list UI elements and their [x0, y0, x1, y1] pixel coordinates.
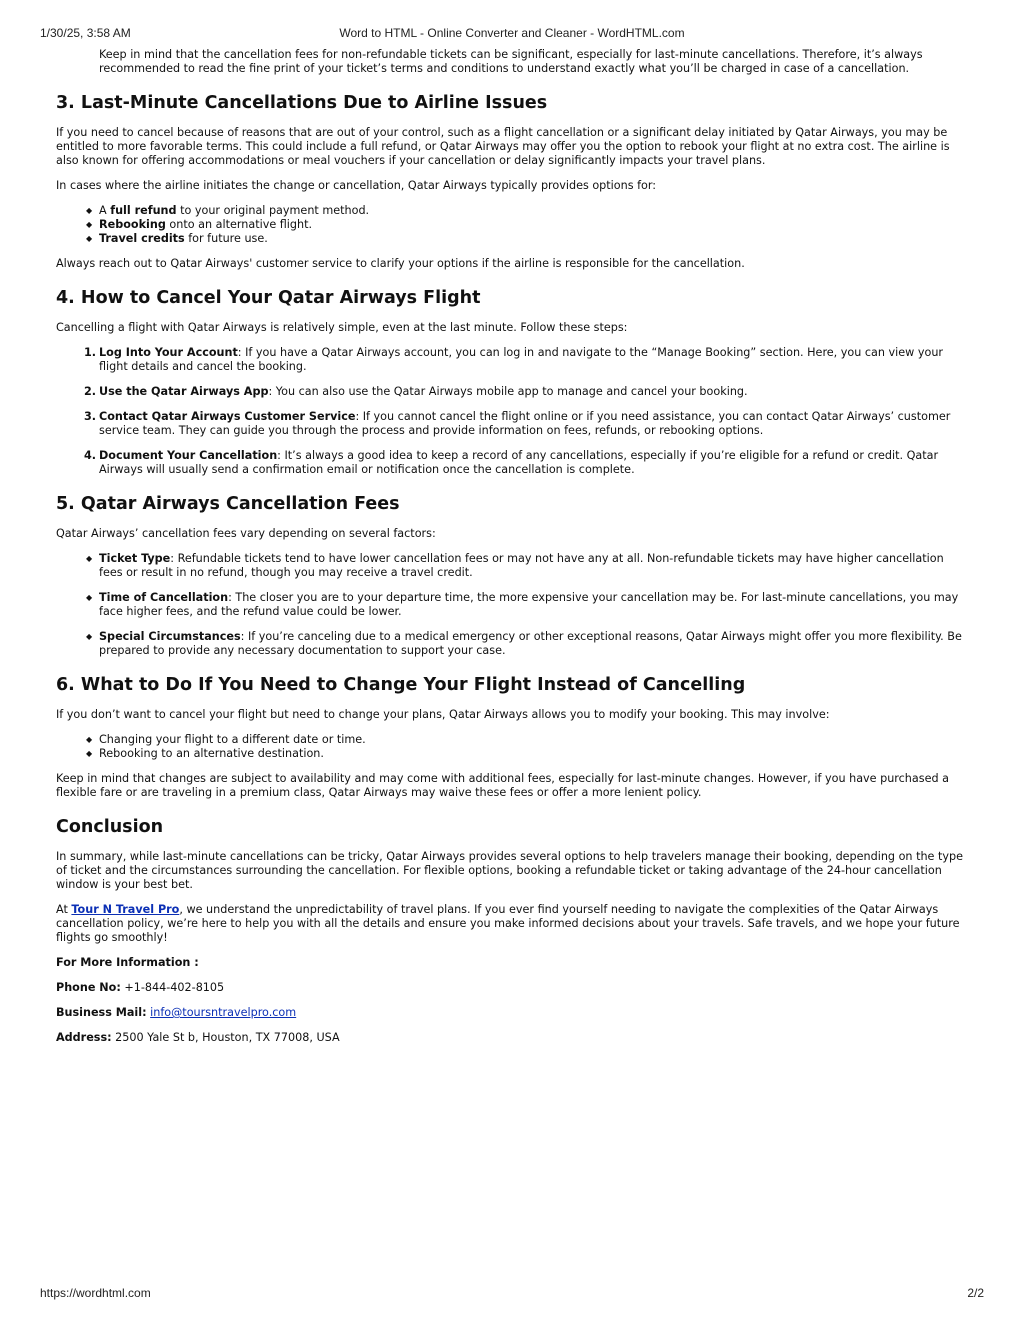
section6-heading: 6. What to Do If You Need to Change Your Flight Instead of Cancelling [56, 675, 746, 695]
diamond-bullet-icon: ◆ [86, 632, 93, 641]
list-item: 3. Contact Qatar Airways Customer Service: If you cannot cancel the flight online or if you need assistance, you can contact Qatar Airways’ customer service team. They can guide you through the process and provide information on fees, refunds, or rebooking options. [84, 410, 951, 437]
section3-heading: 3. Last-Minute Cancellations Due to Airline Issues [56, 93, 548, 113]
diamond-bullet-icon: ◆ [86, 554, 93, 563]
section5-heading: 5. Qatar Airways Cancellation Fees [56, 494, 400, 514]
list-item: 2. Use the Qatar Airways App: You can also use the Qatar Airways mobile app to manage and cancel your booking. [84, 385, 748, 398]
cancel-steps-list [56, 346, 964, 477]
section6-paragraph-1: If you don’t want to cancel your flight but need to change your plans, Qatar Airways allows you to modify your booking. This may involve: [56, 708, 830, 721]
mail-label: Business Mail: [56, 1006, 147, 1019]
list-item: 1. Log Into Your Account: If you have a Qatar Airways account, you can log in and navigate to the “Manage Booking” section. Here, you can view your flight details and cancel the booking. [84, 346, 944, 373]
diamond-bullet-icon: ◆ [86, 234, 93, 243]
section3-paragraph-2: In cases where the airline initiates the change or cancellation, Qatar Airways typically provides options for: [56, 179, 657, 192]
print-datetime: 1/30/25, 3:58 AM [40, 26, 131, 40]
section4-paragraph-1: Cancelling a flight with Qatar Airways is relatively simple, even at the last minute. Follow these steps: [56, 321, 628, 334]
print-url: https://wordhtml.com [40, 1286, 151, 1300]
fee-factors-list [56, 552, 964, 658]
phone-label: Phone No: [56, 981, 121, 994]
section3-paragraph-1: If you need to cancel because of reasons that are out of your control, such as a flight cancellation or a significant delay initiated by Qatar Airways, you may be entitled to more favorable terms. This could include a full refund, or Qatar Airways may offer you the option to rebook your flight at no extra cost. The airline is also known for offering accommodations or meal vouchers if your cancellation or delay significantly impacts your travel plans. [56, 126, 950, 167]
diamond-bullet-icon: ◆ [86, 220, 93, 229]
more-info-label: For More Information : [56, 956, 199, 969]
phone-line [56, 981, 964, 995]
print-footer [40, 1286, 984, 1302]
list-item: ◆ Changing your flight to a different date or time. [86, 733, 366, 746]
tour-n-travel-pro-link[interactable]: Tour N Travel Pro [71, 903, 180, 916]
list-item: ◆ Rebooking onto an alternative flight. [86, 218, 313, 231]
diamond-bullet-icon: ◆ [86, 735, 93, 744]
section6-paragraph-2: Keep in mind that changes are subject to availability and may come with additional fees, especially for last-minute changes. However, if you have purchased a flexible fare or are traveling in a premium class, Qatar Airways may waive these fees or offer a more lenient policy. [56, 772, 949, 799]
diamond-bullet-icon: ◆ [86, 749, 93, 758]
list-item: ◆ Time of Cancellation: The closer you are to your departure time, the more expensive your cancellation may be. For last-minute cancellations, you may face higher fees, and the refund value could be lower. [86, 591, 959, 618]
list-item: ◆ A full refund to your original payment method. [86, 204, 370, 217]
section3-options-list [56, 204, 964, 246]
conclusion-paragraph-2: At Tour N Travel Pro, we understand the unpredictability of travel plans. If you ever find yourself needing to navigate the complexities of the Qatar Airways cancellation policy, we’re here to help you with all the details and ensure you make informed decisions about your travels. Safe travels, and we hope your future flights go smoothly! [56, 903, 960, 944]
diamond-bullet-icon: ◆ [86, 206, 93, 215]
list-item: ◆ Travel credits for future use. [86, 232, 268, 245]
address-label: Address: [56, 1031, 112, 1044]
phone-value: +1-844-402-8105 [120, 981, 225, 994]
page-number: 2/2 [967, 1286, 984, 1300]
mail-line [56, 1006, 964, 1020]
document-content [56, 48, 964, 1056]
section5-paragraph-1: Qatar Airways’ cancellation fees vary depending on several factors: [56, 527, 436, 540]
business-mail-link[interactable]: info@toursntravelpro.com [150, 1006, 297, 1019]
list-item: ◆ Special Circumstances: If you’re canceling due to a medical emergency or other exceptional reasons, Qatar Airways might offer you more flexibility. Be prepared to provide any necessary documentation to support your case. [86, 630, 962, 657]
conclusion-paragraph-1: In summary, while last-minute cancellations can be tricky, Qatar Airways provides several options to help travelers manage their booking, depending on the type of ticket and the circumstances surrounding the cancellation. For flexible options, booking a refundable ticket or taking advantage of the 24-hour cancellation window is your best bet. [56, 850, 963, 891]
diamond-bullet-icon: ◆ [86, 593, 93, 602]
intro-continuation: Keep in mind that the cancellation fees for non-refundable tickets can be significant, especially for last-minute cancellations. Therefore, it’s always recommended to read the fine print of your ticket’s terms and conditions to understand exactly what you’ll be charged in case of a cancellation. [99, 48, 923, 75]
change-options-list [56, 733, 964, 761]
section4-heading: 4. How to Cancel Your Qatar Airways Flight [56, 288, 481, 308]
address-line [56, 1031, 964, 1045]
list-item: ◆ Ticket Type: Refundable tickets tend to have lower cancellation fees or may not have any at all. Non-refundable tickets may have higher cancellation fees or result in no refund, though you may receive a travel credit. [86, 552, 944, 579]
conclusion-heading: Conclusion [56, 817, 164, 837]
list-item: ◆ Rebooking to an alternative destination. [86, 747, 324, 760]
section3-paragraph-3: Always reach out to Qatar Airways' customer service to clarify your options if the airline is responsible for the cancellation. [56, 257, 745, 270]
list-item: 4. Document Your Cancellation: It’s always a good idea to keep a record of any cancellations, especially if you’re eligible for a refund or credit. Qatar Airways will usually send a confirmation email or notification once the cancellation is complete. [84, 449, 939, 476]
print-header [40, 26, 984, 42]
address-value: 2500 Yale St b, Houston, TX 77008, USA [111, 1031, 340, 1044]
print-page-title: Word to HTML - Online Converter and Cleaner - WordHTML.com [339, 26, 685, 40]
